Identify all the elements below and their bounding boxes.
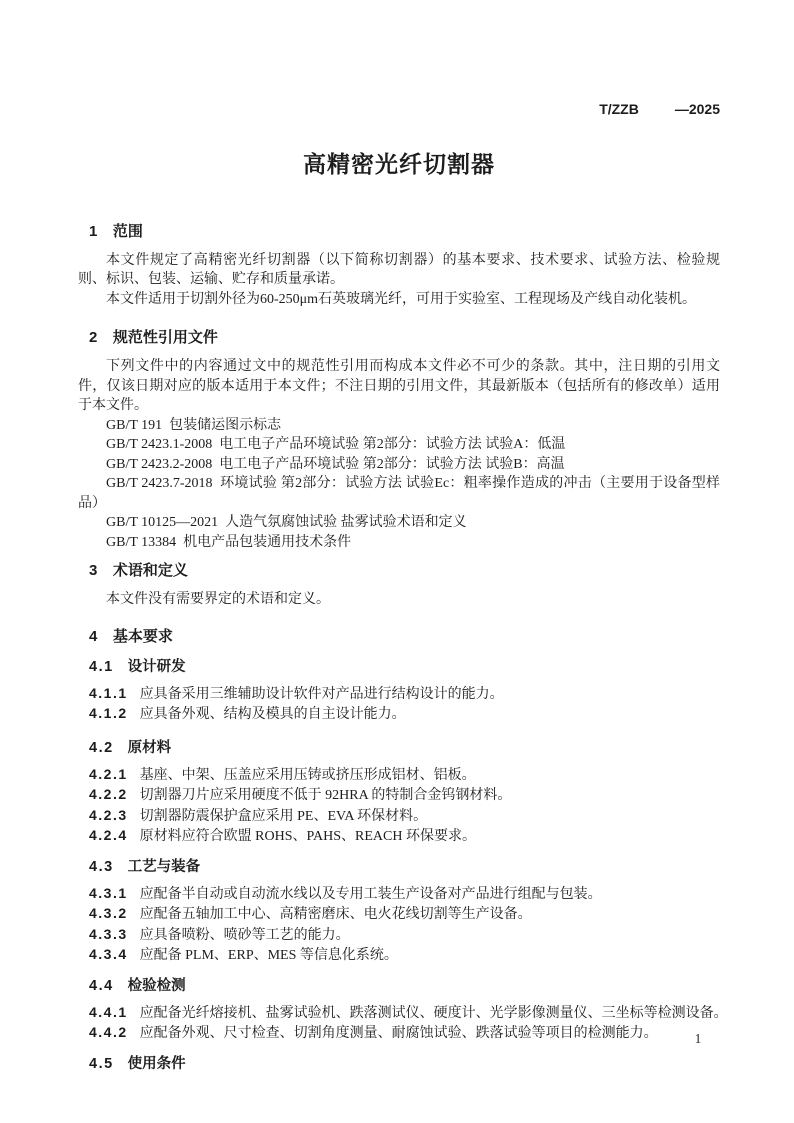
item-number: 4.2.1 xyxy=(89,765,128,782)
clause-number: 4.5 xyxy=(89,1055,114,1072)
section-3-heading xyxy=(78,561,720,581)
normative-ref: GB/T 191 包装储运图示标志 xyxy=(106,417,282,433)
clause-label: 检验检测 xyxy=(127,977,186,994)
item-text: 切割器防震保护盒应采用 PE、EVA 环保材料。 xyxy=(139,808,428,824)
item-number: 4.1.2 xyxy=(89,705,128,721)
item-text: 应配备外观、尺寸检查、切割角度测量、耐腐蚀试验、跌落试验等项目的检测能力。 xyxy=(139,1026,658,1041)
scope-paragraph-2: 本文件适用于切割外径为60-250μm石英玻璃光纤，可用于实验室、工程现场及产线自动化装机。 xyxy=(106,291,697,307)
clause-number: 4.4 xyxy=(89,977,114,994)
clause-4-3-items xyxy=(78,884,720,966)
normative-ref: GB/T 2423.2-2008 电工电子产品环境试验 第2部分：试验方法 试验B：高温 xyxy=(106,456,565,472)
clause-number: 4.3 xyxy=(89,858,114,875)
scope-paragraph-1: 本文件规定了高精密光纤切割器（以下简称切割器）的基本要求、技术要求、试验方法、检验规则、标识、包装、运输、贮存和质量承诺。 xyxy=(78,252,720,287)
item-number: 4.1.1 xyxy=(89,684,128,701)
clause-item xyxy=(78,904,720,925)
item-number: 4.3.2 xyxy=(89,905,128,921)
document-title: 高精密光纤切割器 xyxy=(303,150,495,177)
item-number: 4.2.4 xyxy=(89,827,128,843)
item-text: 应配备光纤熔接机、盐雾试验机、跌落测试仪、硬度计、光学影像测量仪、三坐标等检测设备。 xyxy=(139,1005,728,1021)
item-text: 应配备半自动或自动流水线以及专用工装生产设备对产品进行组配与包装。 xyxy=(139,886,602,902)
item-number: 4.2.3 xyxy=(89,806,128,823)
clause-item xyxy=(78,1023,720,1044)
clause-item xyxy=(78,785,720,806)
normative-ref: GB/T 13384 机电产品包装通用技术条件 xyxy=(106,534,352,550)
section-label: 规范性引用文件 xyxy=(112,329,218,346)
clause-4-2-items xyxy=(78,765,720,847)
item-text: 切割器刀片应采用硬度不低于 92HRA 的特制合金钨钢材料。 xyxy=(139,788,512,803)
normative-ref: GB/T 10125—2021 人造气氛腐蚀试验 盐雾试验术语和定义 xyxy=(106,515,467,530)
item-number: 4.4.2 xyxy=(89,1024,128,1040)
section-number: 1 xyxy=(89,222,99,240)
clause-item xyxy=(78,884,720,905)
clause-label: 原材料 xyxy=(127,739,172,756)
item-number: 4.3.3 xyxy=(89,925,128,942)
clause-4-1-items xyxy=(78,684,720,725)
item-text: 应配备 PLM、ERP、MES 等信息化系统。 xyxy=(139,948,398,963)
normative-refs-intro: 下列文件中的内容通过文中的规范性引用而构成本文件必不可少的条款。其中，注日期的引用文件，仅该日期对应的版本适用于本文件；不注日期的引用文件，其最新版本（包括所有的修改单）适用于本文件。 xyxy=(78,359,720,413)
section-label: 基本要求 xyxy=(112,627,173,645)
clause-item xyxy=(78,826,720,847)
section-number: 2 xyxy=(89,329,99,346)
standard-code: T/ZZB xyxy=(599,101,639,117)
clause-4-5-heading xyxy=(78,1054,720,1074)
item-text: 应具备外观、结构及模具的自主设计能力。 xyxy=(139,707,406,722)
section-number: 4 xyxy=(89,627,99,645)
clause-item xyxy=(78,806,720,827)
clause-item xyxy=(78,684,720,705)
clause-4-4-items xyxy=(78,1003,728,1044)
standard-year: —2025 xyxy=(674,101,720,117)
clause-number: 4.1 xyxy=(89,658,114,675)
normative-ref: GB/T 2423.7-2018 环境试验 第2部分：试验方法 试验Ec：粗率操作造成的冲击（主要用于设备型样品） xyxy=(78,476,720,511)
clause-4-4-heading xyxy=(78,976,720,996)
page-number: 1 xyxy=(694,1031,702,1046)
clause-number: 4.2 xyxy=(89,739,114,756)
item-text: 原材料应符合欧盟 ROHS、PAHS、REACH 环保要求。 xyxy=(139,829,476,844)
section-2-heading xyxy=(78,328,720,348)
item-number: 4.4.1 xyxy=(89,1003,128,1020)
section-number: 3 xyxy=(89,562,99,579)
clause-label: 工艺与装备 xyxy=(127,858,201,875)
terms-paragraph: 本文件没有需要界定的术语和定义。 xyxy=(106,592,330,607)
clause-item xyxy=(78,765,720,786)
clause-label: 使用条件 xyxy=(127,1055,186,1072)
item-text: 应配备五轴加工中心、高精密磨床、电火花线切割等生产设备。 xyxy=(139,907,532,922)
normative-ref: GB/T 2423.1-2008 电工电子产品环境试验 第2部分：试验方法 试验A：低温 xyxy=(106,437,566,452)
clause-4-3-heading xyxy=(78,857,720,877)
clause-item xyxy=(78,1003,728,1024)
section-label: 范围 xyxy=(112,222,143,240)
clause-4-2-heading xyxy=(78,738,720,758)
item-text: 应具备喷粉、喷砂等工艺的能力。 xyxy=(139,927,350,943)
item-number: 4.3.4 xyxy=(89,946,128,962)
clause-item xyxy=(78,925,720,946)
item-number: 4.2.2 xyxy=(89,786,128,802)
section-1-heading xyxy=(78,222,720,242)
clause-item xyxy=(78,704,720,725)
section-label: 术语和定义 xyxy=(112,562,188,579)
page-header xyxy=(78,0,720,120)
item-text: 应具备采用三维辅助设计软件对产品进行结构设计的能力。 xyxy=(139,686,504,702)
clause-item xyxy=(78,945,720,966)
clause-4-1-heading xyxy=(78,657,720,677)
item-text: 基座、中架、压盖应采用压铸或挤压形成铝材、铝板。 xyxy=(139,767,476,783)
item-number: 4.3.1 xyxy=(89,884,128,901)
section-4-heading xyxy=(78,627,720,647)
clause-label: 设计研发 xyxy=(127,658,186,675)
